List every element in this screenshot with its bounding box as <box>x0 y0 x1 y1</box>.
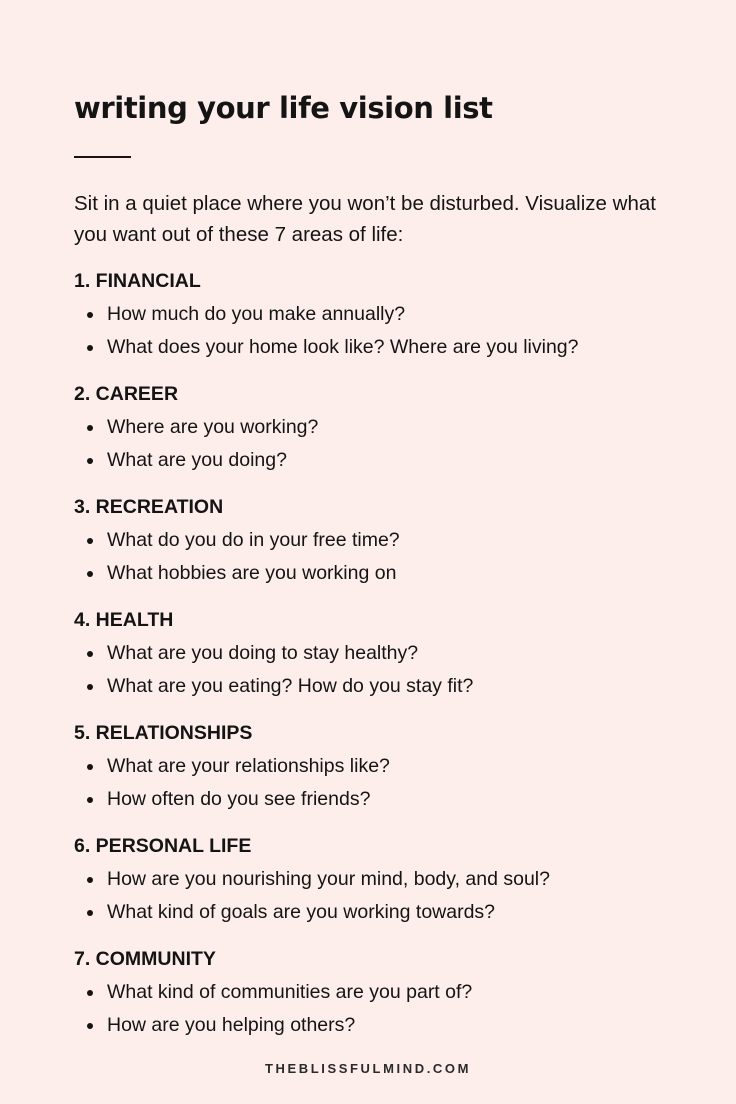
list-item-text: What are your relationships like? <box>107 755 390 777</box>
section-health <box>74 607 674 702</box>
list-item-text: How often do you see friends? <box>107 787 371 810</box>
section-recreation <box>74 494 674 589</box>
page-title: writing your life vision list <box>74 91 493 125</box>
list-item-text: What kind of goals are you working towards? <box>107 900 496 923</box>
bullet-icon <box>87 797 93 803</box>
section-heading: 4. HEALTH <box>74 609 174 631</box>
list-item-text: Where are you working? <box>107 416 319 438</box>
document-body <box>74 88 674 1059</box>
bullet-list <box>74 863 674 928</box>
section-heading: 3. RECREATION <box>74 496 224 518</box>
list-item-text: What do you do in your free time? <box>107 529 400 551</box>
list-item <box>74 524 674 557</box>
list-item-text: What kind of communities are you part of? <box>107 981 473 1003</box>
bullet-icon <box>87 684 93 690</box>
bullet-icon <box>87 764 93 770</box>
list-item <box>74 1009 674 1042</box>
list-item <box>74 783 674 816</box>
bullet-list <box>74 637 674 702</box>
list-item <box>74 896 674 929</box>
bullet-list <box>74 298 674 363</box>
bullet-icon <box>87 312 93 318</box>
section-heading: 1. FINANCIAL <box>74 270 201 292</box>
bullet-list <box>74 976 674 1041</box>
bullet-icon <box>87 538 93 544</box>
bullet-icon <box>87 425 93 431</box>
list-item <box>74 750 674 783</box>
section-heading: 6. PERSONAL LIFE <box>74 835 252 857</box>
list-item <box>74 557 674 590</box>
section-heading: 5. RELATIONSHIPS <box>74 722 253 744</box>
sections-list <box>74 268 674 1041</box>
bullet-list <box>74 411 674 476</box>
list-item <box>74 670 674 703</box>
list-item-text: How much do you make annually? <box>107 303 406 325</box>
bullet-list <box>74 750 674 815</box>
list-item <box>74 637 674 670</box>
list-item-text: What does your home look like? Where are you living? <box>107 335 579 358</box>
bullet-icon <box>87 877 93 883</box>
list-item <box>74 298 674 331</box>
section-heading: 2. CAREER <box>74 383 179 405</box>
list-item-text: What are you doing to stay healthy? <box>107 642 419 664</box>
list-item-text: What are you eating? How do you stay fit? <box>107 674 474 697</box>
title-divider <box>74 156 131 158</box>
list-item-text: How are you nourishing your mind, body, and soul? <box>107 868 550 890</box>
list-item-text: What hobbies are you working on <box>107 561 397 584</box>
list-item-text: What are you doing? <box>107 448 287 471</box>
bullet-icon <box>87 651 93 657</box>
bullet-icon <box>87 458 93 464</box>
list-item <box>74 444 674 477</box>
bullet-icon <box>87 990 93 996</box>
section-career <box>74 381 674 476</box>
list-item <box>74 411 674 444</box>
list-item-text: How are you helping others? <box>107 1013 356 1036</box>
footer-brand: THEBLISSFULMIND.COM <box>264 1061 472 1076</box>
section-community <box>74 946 674 1041</box>
list-item <box>74 976 674 1009</box>
section-financial <box>74 268 674 363</box>
section-heading: 7. COMMUNITY <box>74 948 216 970</box>
intro-paragraph: Sit in a quiet place where you won’t be disturbed. Visualize what you want out of these 7 areas of life: <box>74 192 656 246</box>
section-relationships <box>74 720 674 815</box>
bullet-icon <box>87 910 93 916</box>
bullet-icon <box>87 1023 93 1029</box>
list-item <box>74 331 674 364</box>
bullet-icon <box>87 571 93 577</box>
list-item <box>74 863 674 896</box>
bullet-icon <box>87 345 93 351</box>
section-personal-life <box>74 833 674 928</box>
bullet-list <box>74 524 674 589</box>
